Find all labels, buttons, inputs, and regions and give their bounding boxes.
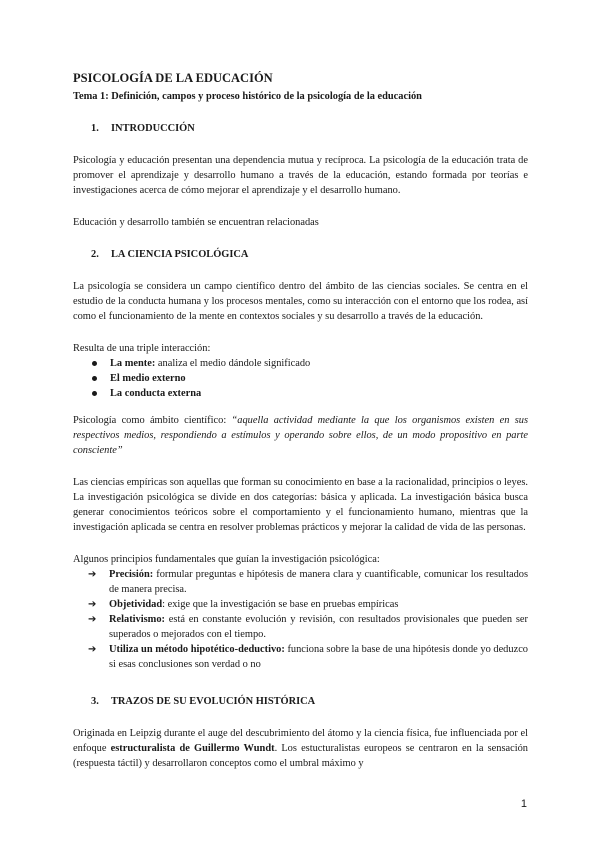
psychology-definition-paragraph: La psicología se considera un campo científico dentro del ámbito de las ciencias sociales. Se centra en el estudio de la conducta humana y los procesos mentales, como su interacción con el entorno que los rodea, así como el funcionamiento de la mente en contextos sociales y su desarrollo a través de la educación. — [73, 281, 528, 322]
list-item — [73, 371, 528, 386]
list-item-text: : exige que la investigación se base en pruebas empíricas — [162, 599, 399, 610]
history-text-bold: estructuralista de Guillermo Wundt — [110, 743, 275, 754]
triple-interaction-list — [73, 356, 528, 401]
list-item — [73, 386, 528, 401]
history-text-a: Originada en Leipzig durante el auge del descubrimiento del átomo y la ciencia física, fue influenciada por el enfoque — [73, 728, 528, 754]
list-item — [73, 356, 528, 371]
arrow-icon: ➔ — [88, 599, 97, 610]
list-item — [73, 612, 528, 642]
arrow-icon: ➔ — [88, 614, 97, 625]
history-text-b: . Los estucturalistas europeos se centraron en la sensación (respuesta táctil) y desarrollaron conceptos como el umbral máximo y — [73, 743, 528, 769]
definition-quote: “aquella actividad mediante la que los organismos existen en sus respectivos medios, respondiendo a estímulos y operando sobre ellos, de un modo propositivo en parte consciente” — [73, 415, 529, 456]
arrow-icon: ➔ — [88, 644, 97, 655]
principles-list — [73, 567, 528, 672]
list-item — [73, 567, 528, 597]
list-item-term: Precisión: — [109, 569, 154, 580]
section-3-number: 3. — [91, 696, 99, 707]
triple-interaction-intro: Resulta de una triple interacción: — [73, 343, 211, 354]
intro-paragraph: Psicología y educación presentan una dependencia mutua y recíproca. La psicología de la educación trata de promover el aprendizaje y desarrollo humano a través de la educación, estando formada por teorías e investigaciones acerca de cómo mejorar el aprendizaje y el desarrollo humano. — [73, 155, 528, 196]
section-1-heading — [73, 121, 528, 136]
history-paragraph — [73, 726, 528, 771]
list-item — [73, 642, 528, 672]
list-item-text: analiza el medio dándole significado — [155, 358, 311, 369]
list-item — [73, 597, 528, 612]
list-item-text: formular preguntas e hipótesis de manera clara y cuantificable, comunicar los resultados de manera precisa. — [109, 569, 528, 595]
section-3-title: TRAZOS DE SU EVOLUCIÓN HISTÓRICA — [111, 696, 316, 707]
scientific-definition — [73, 413, 528, 458]
principles-intro: Algunos principios fundamentales que guían la investigación psicológica: — [73, 554, 380, 565]
list-item-text: está en constante evolución y revisión, con resultados provisionales que pueden ser superados o mejorados con el tiempo. — [109, 614, 528, 640]
intro-note: Educación y desarrollo también se encuentran relacionadas — [73, 217, 319, 228]
list-item-term: El medio externo — [110, 373, 186, 384]
page-content — [73, 70, 528, 771]
list-item-term: Utiliza un método hipotético-deductivo: — [109, 644, 285, 655]
arrow-icon: ➔ — [88, 569, 97, 580]
list-item-term: Relativismo: — [109, 614, 165, 625]
section-3-heading — [73, 694, 528, 709]
section-2-number: 2. — [91, 249, 99, 260]
list-item-term: La mente: — [110, 358, 156, 369]
section-2-heading — [73, 247, 528, 262]
list-item-term: Objetividad — [109, 599, 163, 610]
empirical-sciences-paragraph: Las ciencias empíricas son aquellas que forman su conocimiento en base a la racionalidad, principios o leyes. La investigación psicológica se divide en dos categorías: básica y aplicada. La investigación básica busca generar conocimientos teóricos sobre el comportamiento y el funcionamiento humano, mientras que la investigación aplicada se centra en resolver problemas prácticos y mejorar la calidad de vida de las personas. — [73, 477, 528, 533]
section-1-title: INTRODUCCIÓN — [111, 123, 195, 134]
document-subtitle: Tema 1: Definición, campos y proceso histórico de la psicología de la educación — [73, 91, 422, 102]
page-number: 1 — [520, 798, 527, 810]
section-2-title: LA CIENCIA PSICOLÓGICA — [111, 249, 249, 260]
list-item-text: funciona sobre la base de una hipótesis donde yo deduzco si esas conclusiones son verdad o no — [109, 644, 528, 670]
definition-lead: Psicología como ámbito científico: — [73, 415, 232, 426]
list-item-term: La conducta externa — [110, 388, 202, 399]
document-title: PSICOLOGÍA DE LA EDUCACIÓN — [73, 71, 273, 85]
section-1-number: 1. — [91, 123, 99, 134]
